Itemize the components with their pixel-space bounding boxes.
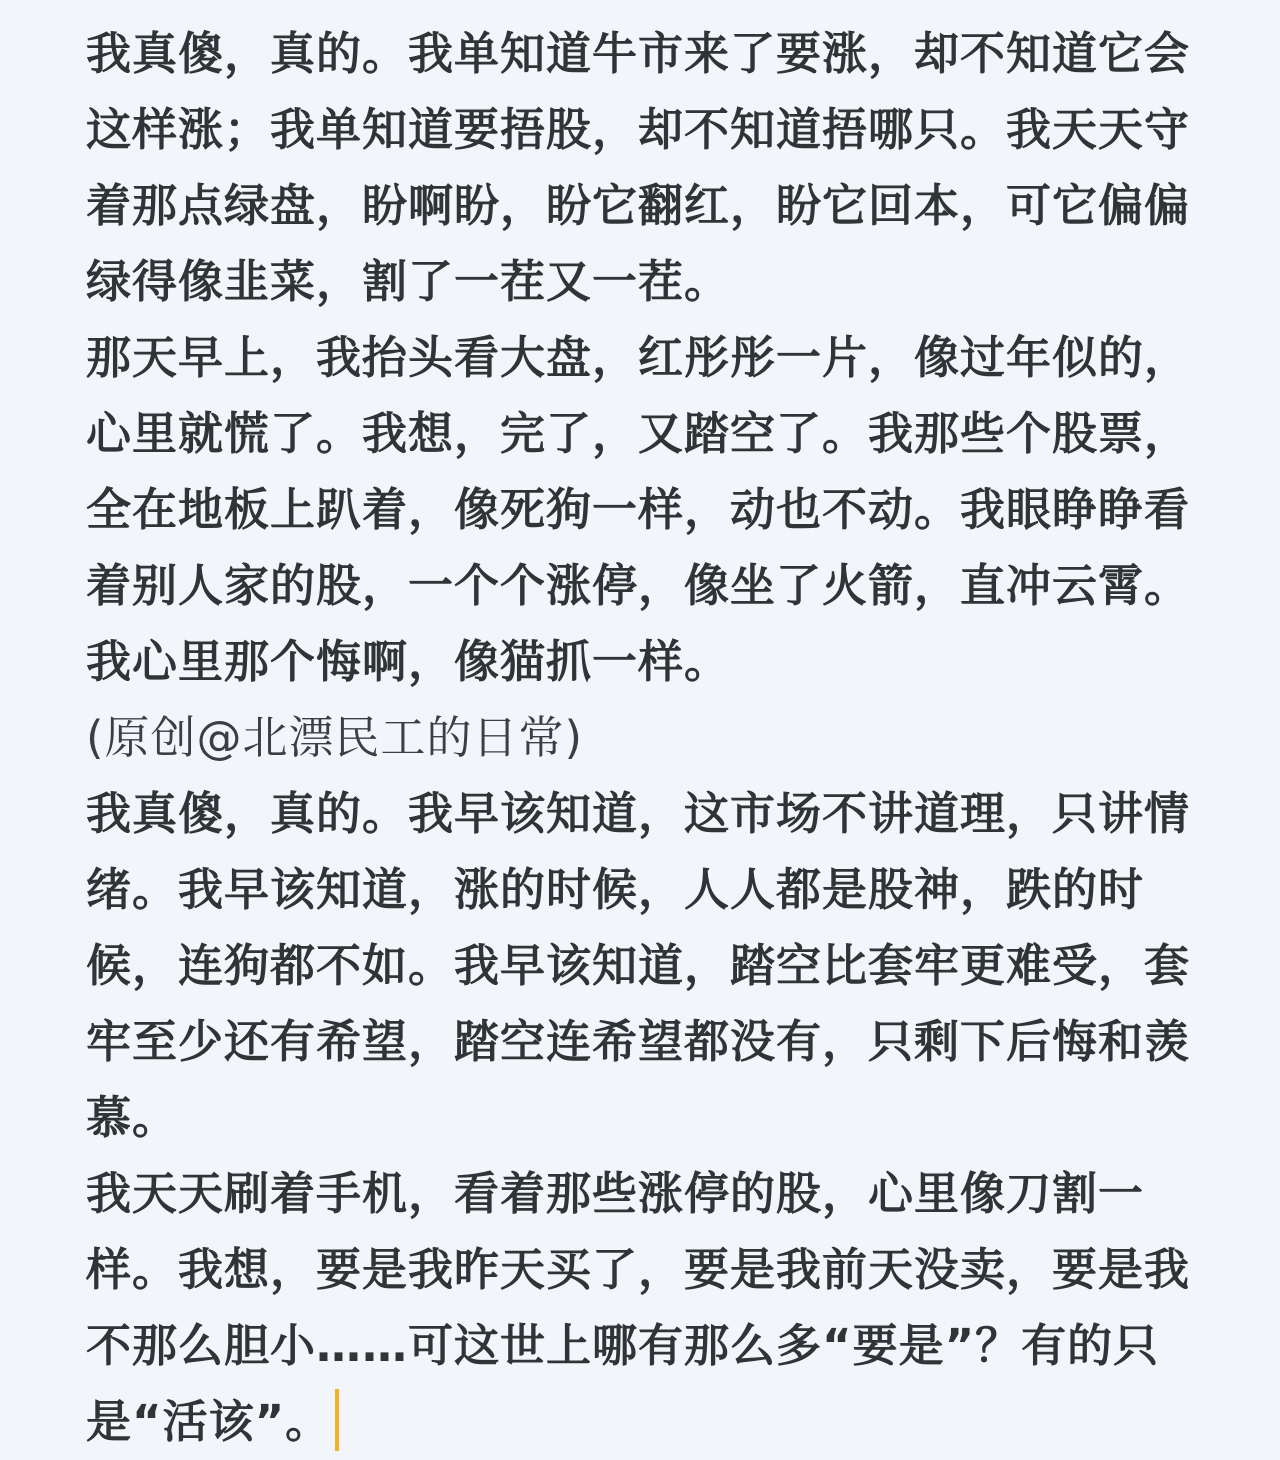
source-note: (原创@北漂民工的日常) xyxy=(86,711,584,764)
paragraph-3: 我真傻，真的。我早该知道，这市场不讲道理，只讲情绪。我早该知道，涨的时候，人人都是股神，跌的时候，连狗都不如。我早该知道，踏空比套牢更难受，套牢至少还有希望，踏空连希望都没有，只剩下后悔和羡慕。 xyxy=(86,787,1191,1144)
paragraph-4 xyxy=(86,1156,1200,1460)
paragraph-1: 我真傻，真的。我单知道牛市来了要涨，却不知道它会这样涨；我单知道要捂股，却不知道捂哪只。我天天守着那点绿盘，盼啊盼，盼它翻红，盼它回本，可它偏偏绿得像韭菜，割了一茬又一茬。 xyxy=(86,27,1191,308)
paragraph-2: 那天早上，我抬头看大盘，红彤彤一片，像过年似的，心里就慌了。我想，完了，又踏空了。我那些个股票，全在地板上趴着，像死狗一样，动也不动。我眼睁睁看着别人家的股，一个个涨停，像坐了火箭，直冲云霄。我心里那个悔啊，像猫抓一样。 xyxy=(86,331,1191,688)
paragraph-4-text: 我天天刷着手机，看着那些涨停的股，心里像刀割一样。我想，要是我昨天买了，要是我前天没卖，要是我不那么胆小……可这世上哪有那么多“要是”？有的只是“活该”。 xyxy=(86,1167,1191,1448)
text-cursor xyxy=(335,1389,339,1451)
